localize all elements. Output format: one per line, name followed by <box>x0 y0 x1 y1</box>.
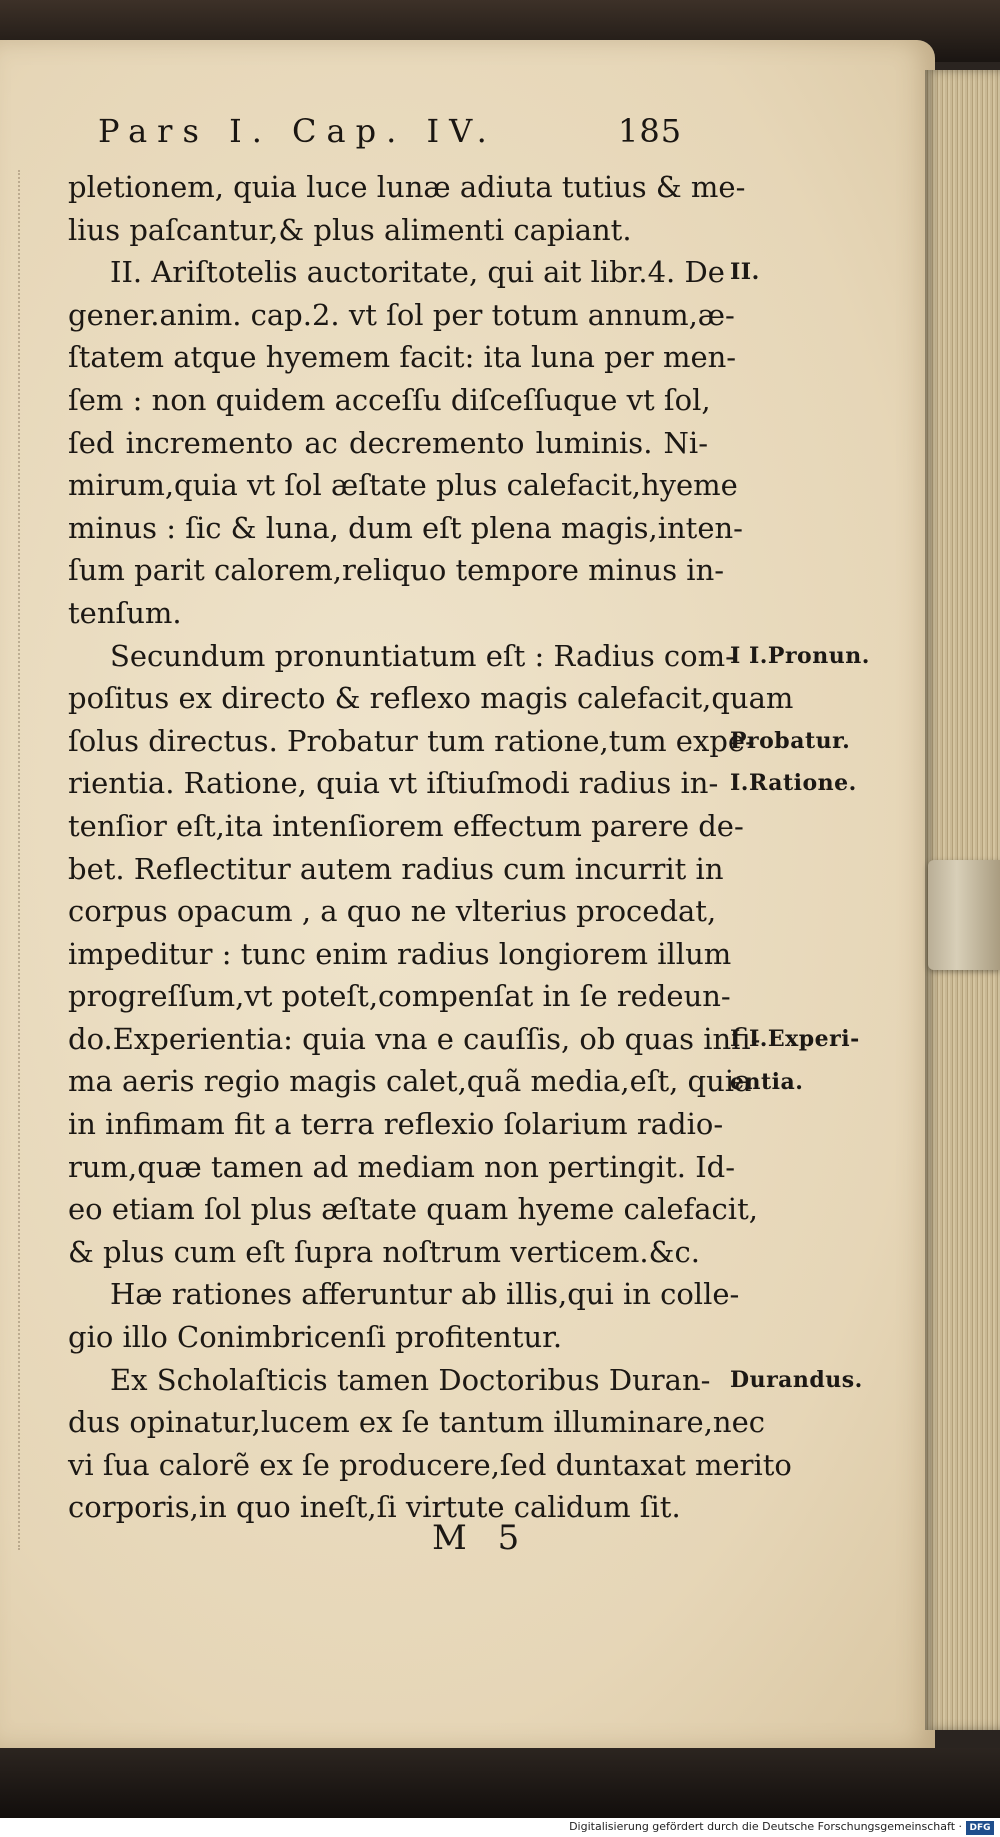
dfg-credit: Digitalisierung gefördert durch die Deutsche Forschungsgemeinschaft · <box>569 1820 962 1833</box>
text-line: rum,quæ tamen ad mediam non pertingit. Id- <box>68 1149 736 1184</box>
text-line: in infimam fit a terra reflexio ſolarium radio- <box>68 1107 724 1142</box>
text-line: ma aeris regio magis calet,quã media,eſt, quia <box>68 1064 752 1099</box>
text-line: ſem : non quidem acceſſu diſceſſuque vt ſol, <box>68 382 711 417</box>
text-line: eo etiam ſol plus æſtate quam hyeme calefacit, <box>68 1192 758 1227</box>
text-line: & plus cum eſt ſupra noſtrum verticem.&c. <box>68 1234 700 1269</box>
text-line: tenſior eſt,ita intenſiorem effectum parere de- <box>68 808 744 843</box>
signature-mark: M 5 <box>432 1518 530 1558</box>
margin-note: I I.Pronun. <box>730 642 870 669</box>
text-line: ſed incremento ac decremento luminis. Ni- <box>68 425 708 460</box>
text-line: II. Ariſtotelis auctoritate, qui ait libr.4. De <box>110 255 725 290</box>
running-head: Pars I. Cap. IV. <box>98 112 497 150</box>
text-line: tenſum. <box>68 595 182 630</box>
margin-note: II. <box>730 259 760 286</box>
margin-note: Durandus. <box>730 1366 863 1393</box>
text-line: gener.anim. cap.2. vt ſol per totum annum,æ- <box>68 297 735 332</box>
text-line: pletionem, quia luce lunæ adiuta tutius & me- <box>68 170 746 204</box>
text-line: progreſſum,vt poteſt,compenſat in ſe redeun- <box>68 979 731 1014</box>
text-line: ſolus directus. Probatur tum ratione,tum expe- <box>68 723 755 758</box>
text-line: Hæ rationes afferuntur ab illis,qui in colle- <box>110 1277 740 1312</box>
margin-note: I.Ratione. <box>730 770 857 797</box>
margin-note: I I.Experi- <box>730 1026 860 1052</box>
text-line: dus opinatur,lucem ex ſe tantum illuminare,nec <box>68 1405 765 1440</box>
running-header <box>98 112 698 158</box>
text-line: mirum,quia vt ſol æſtate plus calefacit,hyeme <box>68 468 738 503</box>
text-line: Secundum pronuntiatum eſt : Radius com- <box>110 638 735 673</box>
text-line: poſitus ex directo & reflexo magis calefacit,quam <box>68 681 794 716</box>
text-line: corpus opacum , a quo ne vlterius procedat, <box>68 894 717 929</box>
margin-note: Probatur. <box>730 727 851 754</box>
bottom-binding <box>0 1748 1000 1818</box>
text-line: Ex Scholaſticis tamen Doctoribus Duran- <box>110 1362 711 1397</box>
text-line: ſum parit calorem,reliquo tempore minus in- <box>68 553 725 588</box>
text-line: ſtatem atque hyemem facit: ita luna per men- <box>68 340 737 375</box>
bookmark-ribbon <box>928 860 1000 970</box>
text-line: lius paſcantur,& plus alimenti capiant. <box>68 212 632 247</box>
text-line: do.Experientia: quia vna e cauſſis, ob quas infi- <box>68 1021 761 1056</box>
text-line: rientia. Ratione, quia vt iſtiuſmodi radius in- <box>68 766 719 801</box>
text-line: impeditur : tunc enim radius longiorem illum <box>68 936 732 971</box>
dfg-logo: DFG <box>966 1821 994 1835</box>
gutter <box>4 170 20 1550</box>
page-number: 185 <box>618 112 683 150</box>
margin-note: entia. <box>730 1068 804 1095</box>
text-line: corporis,in quo ineſt,ſi virtute calidum ſit. <box>68 1490 681 1525</box>
text-line: minus : ſic & luna, dum eſt plena magis,inten- <box>68 510 743 545</box>
text-line: bet. Reflectitur autem radius cum incurrit in <box>68 851 724 886</box>
text-line: vi ſua calorẽ ex ſe producere,ſed duntaxat merito <box>68 1447 792 1482</box>
text-line: gio illo Conimbricenſi profitentur. <box>68 1320 563 1355</box>
